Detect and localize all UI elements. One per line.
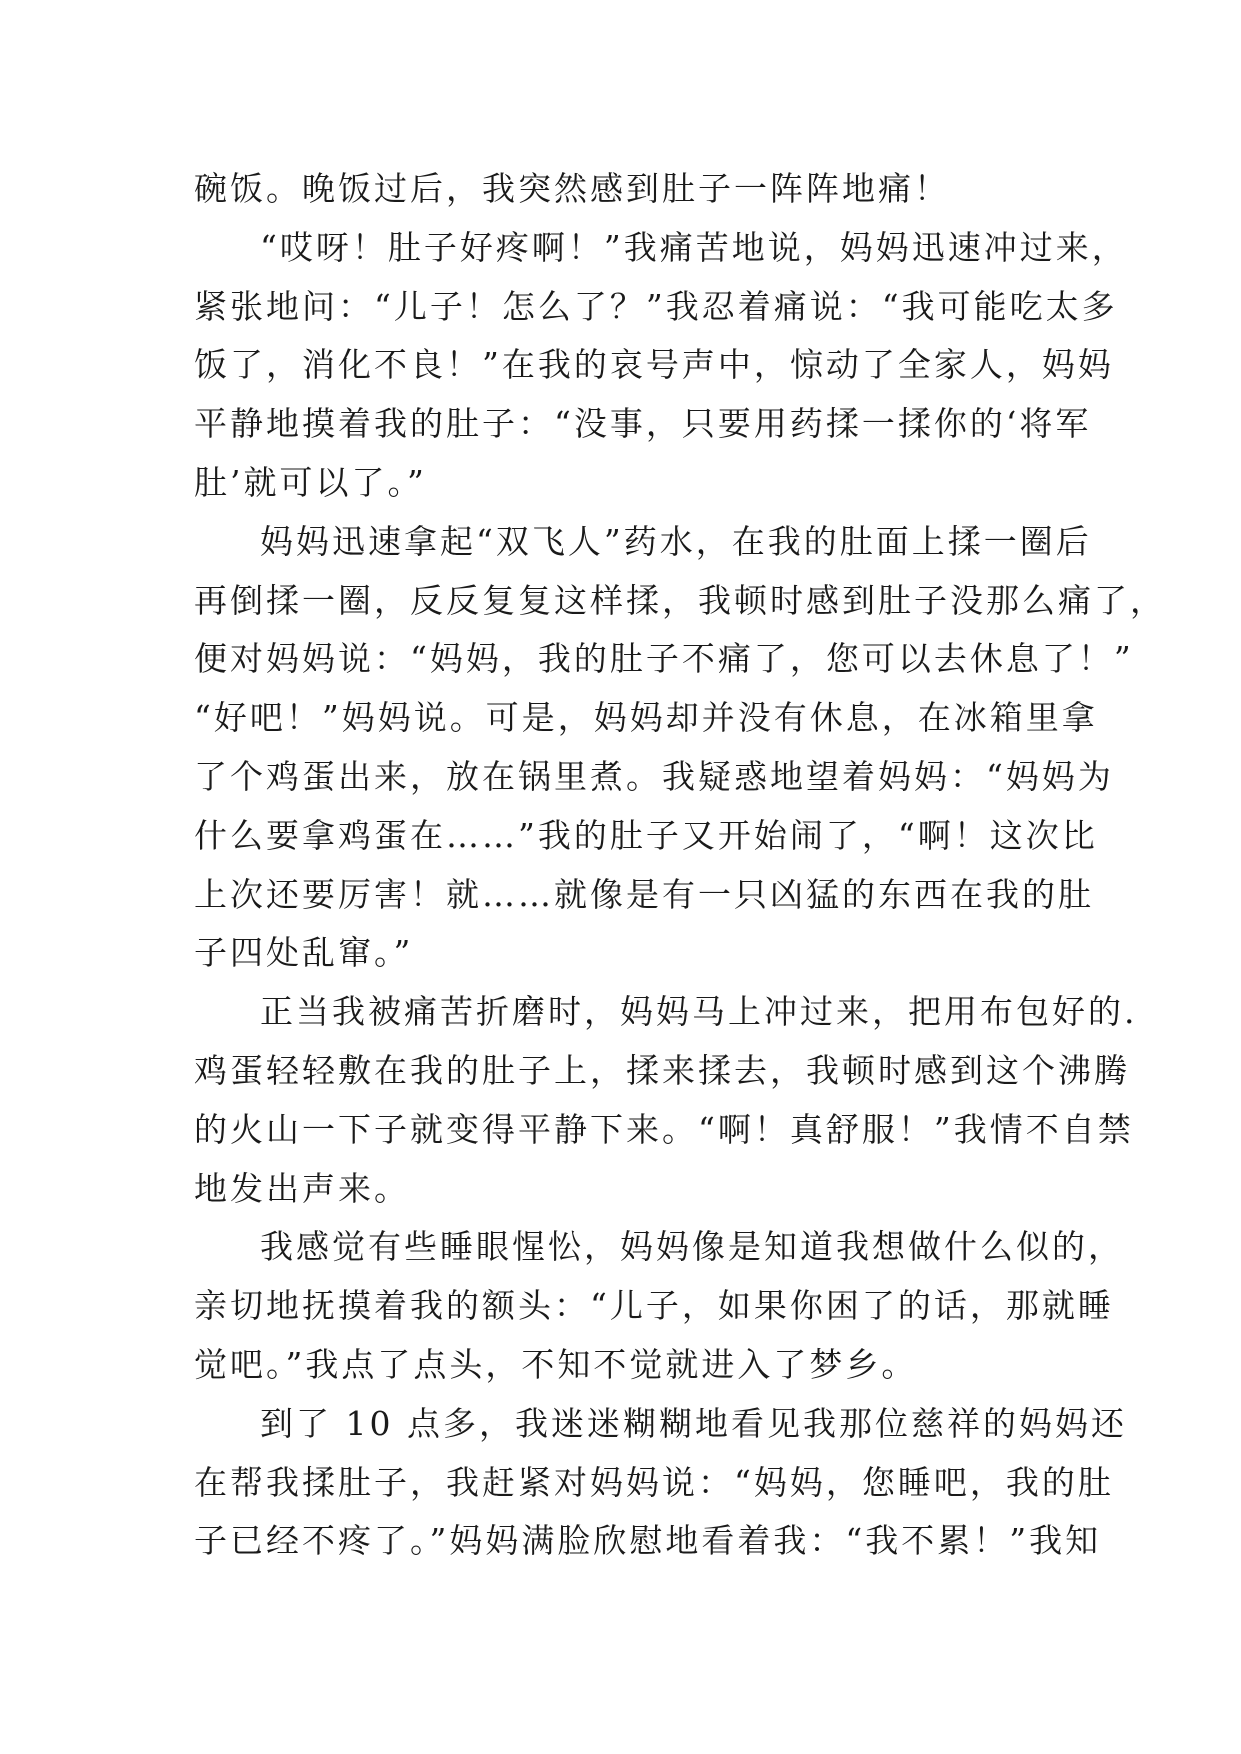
text-line: 觉吧。”我点了点头，不知不觉就进入了梦乡。	[194, 1344, 918, 1384]
text-line: 亲切地抚摸着我的额头：“儿子，如果你困了的话，那就睡	[194, 1286, 1114, 1326]
text-line: 上次还要厉害！就……就像是有一只凶猛的东西在我的肚	[194, 874, 1094, 914]
text-line: 了个鸡蛋出来，放在锅里煮。我疑惑地望着妈妈：“妈妈为	[194, 756, 1114, 796]
text-line: 的火山一下子就变得平静下来。“啊！真舒服！”我情不自禁	[194, 1109, 1134, 1149]
text-line: 在帮我揉肚子，我赶紧对妈妈说：“妈妈，您睡吧，我的肚	[194, 1462, 1114, 1502]
text-line: 什么要拿鸡蛋在……”我的肚子又开始闹了，“啊！这次比	[194, 815, 1098, 855]
text-line: 便对妈妈说：“妈妈，我的肚子不痛了，您可以去休息了！”	[194, 639, 1134, 679]
text-line: 地发出声来。	[194, 1168, 410, 1208]
text-line: 子已经不疼了。”妈妈满脸欣慰地看着我：“我不累！”我知	[194, 1521, 1102, 1561]
text-line: 再倒揉一圈，反反复复这样揉，我顿时感到肚子没那么痛了，	[194, 580, 1166, 620]
text-line: 子四处乱窜。”	[194, 933, 414, 973]
text-line: 平静地摸着我的肚子：“没事，只要用药揉一揉你的‘将军	[194, 404, 1092, 444]
text-line: 到了 10 点多，我迷迷糊糊地看见我那位慈祥的妈妈还	[260, 1403, 1127, 1443]
text-line: 正当我被痛苦折磨时，妈妈马上冲过来，把用布包好的.	[260, 992, 1138, 1032]
text-line: 我感觉有些睡眼惺忪，妈妈像是知道我想做什么似的，	[260, 1227, 1124, 1267]
body-text	[194, 160, 1166, 1571]
text-line: “好吧！”妈妈说。可是，妈妈却并没有休息，在冰箱里拿	[194, 698, 1098, 738]
text-line: 妈妈迅速拿起“双飞人”药水，在我的肚面上揉一圈后	[260, 521, 1092, 561]
text-line: 碗饭。晚饭过后，我突然感到肚子一阵阵地痛！	[194, 169, 950, 208]
text-line: 饭了，消化不良！”在我的哀号声中，惊动了全家人，妈妈	[194, 345, 1114, 385]
text-line: “哎呀！肚子好疼啊！”我痛苦地说，妈妈迅速冲过来，	[260, 227, 1128, 267]
text-line: 鸡蛋轻轻敷在我的肚子上，揉来揉去，我顿时感到这个沸腾	[194, 1050, 1130, 1090]
text-line: 紧张地问：“儿子！怎么了？”我忍着痛说：“我可能吃太多	[194, 286, 1118, 326]
text-line: 肚’就可以了。”	[194, 462, 427, 502]
